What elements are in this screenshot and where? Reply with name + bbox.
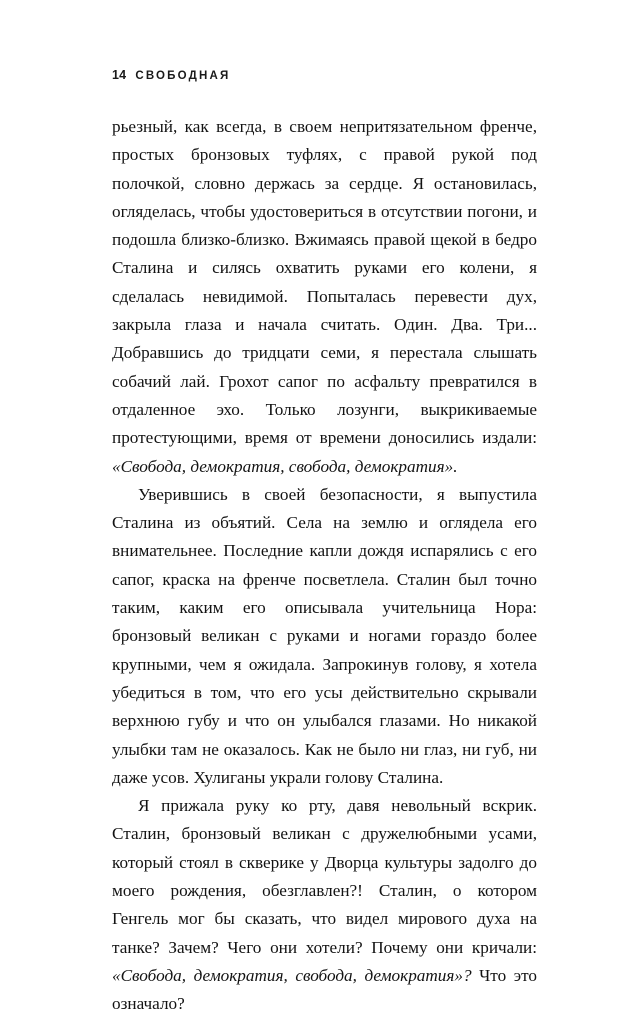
page-header <box>112 68 231 82</box>
paragraph <box>112 481 537 792</box>
text-run: Уверившись в своей безопасности, я выпустила Сталина из объятий. Села на землю и оглядела его внимательнее. Последние капли дождя испарялись с его сапог, краска на френче посветлела. Сталин был точно таким, каким его описывала учительница Нора: бронзовый великан с руками и ногами гораздо более крупными, чем я ожидала. Запрокинув голову, я хотела убедиться в том, что его усы действительно скрывали верхнюю губу и что он улыбался глазами. Но никакой улыбки там не оказалось. Как не было ни глаз, ни губ, ни даже усов. Хулиганы украли голову Сталина. <box>112 484 537 787</box>
italic-quote: «Свобода, демократия, свобода, демократия». <box>112 456 458 476</box>
body-text <box>112 113 537 1019</box>
paragraph <box>112 792 537 1018</box>
page-number: 14 <box>112 68 127 82</box>
text-run: Я прижала руку ко рту, давя невольный вскрик. Сталин, бронзовый великан с дружелюбными усами, который стоял в скверике у Дворца культуры задолго до моего рождения, обезглавлен?! Сталин, о котором Генгель мог бы сказать, что видел мирового духа на танке? Зачем? Чего они хотели? Почему они кричали: <box>112 796 537 957</box>
paragraph <box>112 113 537 481</box>
text-run: Что это означало? <box>112 965 537 1014</box>
italic-quote: «Свобода, демократия, свобода, демократия»? <box>112 965 472 985</box>
text-run: рьезный, как всегда, в своем непритязательном френче, простых бронзовых туфлях, с правой рукой под полочкой, словно держась за сердце. Я остановилась, огляделась, чтобы удостовериться в отсутствии погони, и подошла близко-близко. Вжимаясь правой щекой в бедро Сталина и силясь охватить руками его колени, я сделалась невидимой. Попыталась перевести дух, закрыла глаза и начала считать. Один. Два. Три... Добравшись до тридцати семи, я перестала слышать собачий лай. Грохот сапог по асфальту превратился в отдаленное эхо. Только лозунги, выкрикиваемые протестующими, время от времени доносились издали: <box>112 117 537 448</box>
running-title: СВОБОДНАЯ <box>135 70 231 82</box>
